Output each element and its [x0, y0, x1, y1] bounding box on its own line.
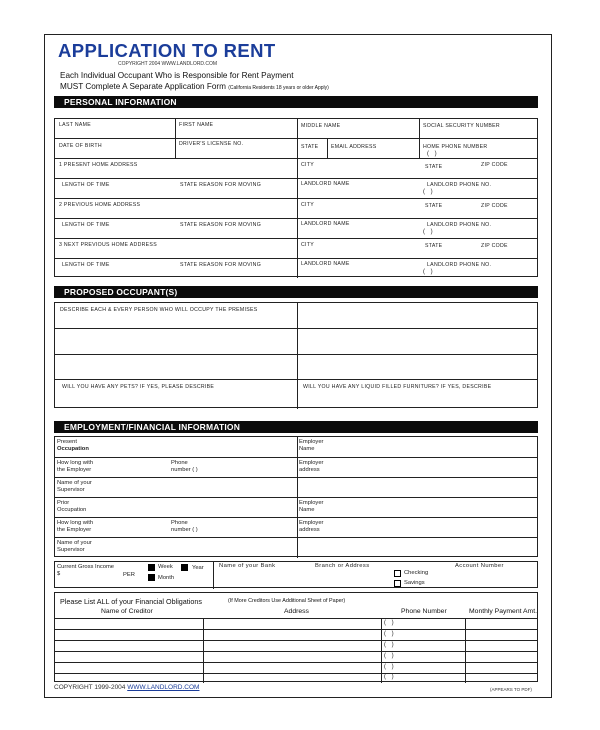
email-label: EMAIL ADDRESS: [331, 144, 377, 150]
prior-phone-word: Phone: [171, 520, 188, 526]
present-occupation-label: [57, 439, 89, 453]
intro-line-2-text: MUST Complete A Separate Application Form: [60, 82, 226, 91]
previous-zip-label: ZIP CODE: [481, 203, 508, 209]
col-address: Address: [284, 608, 309, 615]
week-label: Week: [158, 564, 173, 570]
present-employer-name-label: [299, 439, 323, 453]
prior-employer-name-label: [299, 500, 323, 514]
employer-word: Employer: [299, 439, 324, 445]
supervisor-line: Supervisor: [57, 487, 85, 494]
prior-word: Prior: [57, 500, 70, 506]
present-landlord-name-label: LANDLORD NAME: [301, 181, 350, 187]
middle-name-label: MIDDLE NAME: [301, 123, 341, 129]
col-phone: Phone Number: [401, 608, 447, 615]
creditor-2-phone-parens: ( ): [384, 631, 396, 637]
intro-line-2: [60, 82, 329, 91]
intro-line-1: Each Individual Occupant Who is Responsible for Rent Payment: [60, 71, 294, 80]
present-reason-label: STATE REASON FOR MOVING: [180, 182, 262, 188]
prior-employer-word: Employer: [299, 500, 324, 506]
occupants-table: [54, 302, 538, 408]
savings-label: Savings: [404, 580, 425, 586]
prior-supervisor-label: [57, 540, 92, 554]
home-phone-label: HOME PHONE NUMBER: [423, 144, 488, 150]
previous-landlord-phone-parens: ( ): [423, 229, 435, 235]
prior-occupation-label: [57, 500, 86, 514]
pets-label: WILL YOU HAVE ANY PETS? IF YES, PLEASE DESCRIBE: [62, 384, 215, 390]
savings-checkbox[interactable]: [394, 580, 401, 587]
occupation-word: Occupation: [57, 446, 89, 453]
obligations-heading: Please List ALL of your Financial Obligations: [60, 597, 202, 606]
occupants-heading: PROPOSED OCCUPANT(S): [54, 286, 538, 298]
previous-address-label: 2 PREVIOUS HOME ADDRESS: [59, 202, 141, 208]
name-of-your-line: Name of your: [57, 480, 92, 486]
next-previous-landlord-phone-parens: ( ): [423, 269, 435, 275]
prior-supervisor-line: Supervisor: [57, 547, 85, 554]
prior-phone-label: [171, 520, 198, 534]
describe-occupants-label: DESCRIBE EACH & EVERY PERSON WHO WILL OCCUPY THE PREMISES: [60, 307, 258, 313]
checking-checkbox[interactable]: [394, 570, 401, 577]
week-checkbox[interactable]: [148, 564, 155, 571]
furniture-label: WILL YOU HAVE ANY LIQUID FILLED FURNITURE? IF YES, DESCRIBE: [303, 384, 492, 390]
branch-label: Branch or Address: [315, 563, 370, 569]
income-label: [57, 564, 114, 578]
obligations-note: (If More Creditors Use Additional Sheet of Paper): [228, 598, 346, 604]
first-name-label: FIRST NAME: [179, 122, 214, 128]
employment-table: [54, 436, 538, 557]
license-state-label: STATE: [301, 144, 319, 150]
present-address-label: 1 PRESENT HOME ADDRESS: [59, 162, 138, 168]
present-length-label: LENGTH OF TIME: [62, 182, 110, 188]
last-name-label: LAST NAME: [59, 122, 92, 128]
current-gross-line: Current Gross Income: [57, 564, 115, 570]
per-label: PER: [123, 572, 135, 578]
prior-name-of-your-line: Name of your: [57, 540, 92, 546]
previous-landlord-name-label: LANDLORD NAME: [301, 221, 350, 227]
present-state-label: STATE: [425, 164, 443, 170]
phone-word: Phone: [171, 460, 188, 466]
dob-label: DATE OF BIRTH: [59, 143, 102, 149]
employer-word-2: Employer: [299, 460, 324, 466]
obligations-table: [54, 592, 538, 682]
year-checkbox[interactable]: [181, 564, 188, 571]
ssn-label: SOCIAL SECURITY NUMBER: [423, 123, 500, 129]
prior-how-long-label: [57, 520, 93, 534]
present-supervisor-label: [57, 480, 92, 494]
year-label: Year: [192, 565, 204, 571]
present-city-label: CITY: [301, 162, 315, 168]
home-phone-parens: ( ): [427, 151, 439, 157]
next-previous-length-label: LENGTH OF TIME: [62, 262, 110, 268]
prior-phone-number-line: number ( ): [171, 527, 198, 534]
footer-link[interactable]: WWW.LANDLORD.COM: [127, 684, 200, 691]
bank-name-label: Name of your Bank: [219, 563, 276, 569]
income-bank-table: [54, 561, 538, 588]
next-previous-state-label: STATE: [425, 243, 443, 249]
month-checkbox[interactable]: [148, 574, 155, 581]
prior-employer-address-label: [299, 520, 323, 534]
intro-note: (California Residents 18 years or older Apply): [228, 85, 329, 91]
next-previous-landlord-name-label: LANDLORD NAME: [301, 261, 350, 267]
previous-reason-label: STATE REASON FOR MOVING: [180, 222, 262, 228]
present-landlord-phone-label: LANDLORD PHONE NO.: [427, 182, 492, 188]
creditor-1-phone-parens: ( ): [384, 620, 396, 626]
footer-copyright-text: COPYRIGHT 1999-2004: [54, 684, 126, 691]
dollar-sign: $: [57, 571, 61, 578]
month-label: Month: [158, 575, 175, 581]
present-word: Present: [57, 439, 77, 445]
name-word: Name: [299, 446, 315, 453]
previous-length-label: LENGTH OF TIME: [62, 222, 110, 228]
phone-number-line: number ( ): [171, 467, 198, 474]
address-word: address: [299, 467, 320, 474]
next-previous-city-label: CITY: [301, 242, 315, 248]
prior-how-long-line: How long with: [57, 520, 94, 526]
drivers-license-label: DRIVER'S LICENSE NO.: [179, 141, 244, 147]
account-number-label: Account Number: [455, 563, 504, 569]
prior-address-word: address: [299, 527, 320, 534]
how-long-line: How long with: [57, 460, 94, 466]
next-previous-landlord-phone-label: LANDLORD PHONE NO.: [427, 262, 492, 268]
next-previous-address-label: 3 NEXT PREVIOUS HOME ADDRESS: [59, 242, 157, 248]
previous-state-label: STATE: [425, 203, 443, 209]
present-zip-label: ZIP CODE: [481, 162, 508, 168]
creditor-4-phone-parens: ( ): [384, 653, 396, 659]
col-creditor: Name of Creditor: [101, 608, 153, 615]
personal-info-heading: PERSONAL INFORMATION: [54, 96, 538, 108]
creditor-5-phone-parens: ( ): [384, 664, 396, 670]
col-payment: Monthly Payment Amt.: [469, 608, 537, 615]
prior-name-word: Name: [299, 507, 315, 514]
footer-copyright: [54, 684, 199, 691]
personal-info-table: [54, 118, 538, 277]
prior-employer-word-2: Employer: [299, 520, 324, 526]
previous-landlord-phone-label: LANDLORD PHONE NO.: [427, 222, 492, 228]
next-previous-reason-label: STATE REASON FOR MOVING: [180, 262, 262, 268]
present-phone-label: [171, 460, 198, 474]
employment-heading: EMPLOYMENT/FINANCIAL INFORMATION: [54, 421, 538, 433]
present-employer-address-label: [299, 460, 323, 474]
present-how-long-label: [57, 460, 93, 474]
form-title: APPLICATION TO RENT: [58, 40, 276, 61]
prior-occupation-word: Occupation: [57, 507, 87, 514]
present-landlord-phone-parens: ( ): [423, 189, 435, 195]
header-copyright: COPYRIGHT 2004 WWW.LANDLORD.COM: [118, 61, 218, 67]
checking-label: Checking: [404, 570, 429, 576]
prior-the-employer-line: the Employer: [57, 527, 92, 534]
the-employer-line: the Employer: [57, 467, 92, 474]
next-previous-zip-label: ZIP CODE: [481, 243, 508, 249]
footer-right-note: (APPEARS TO PDF): [490, 687, 532, 692]
creditor-3-phone-parens: ( ): [384, 642, 396, 648]
creditor-6-phone-parens: ( ): [384, 674, 396, 680]
previous-city-label: CITY: [301, 202, 315, 208]
